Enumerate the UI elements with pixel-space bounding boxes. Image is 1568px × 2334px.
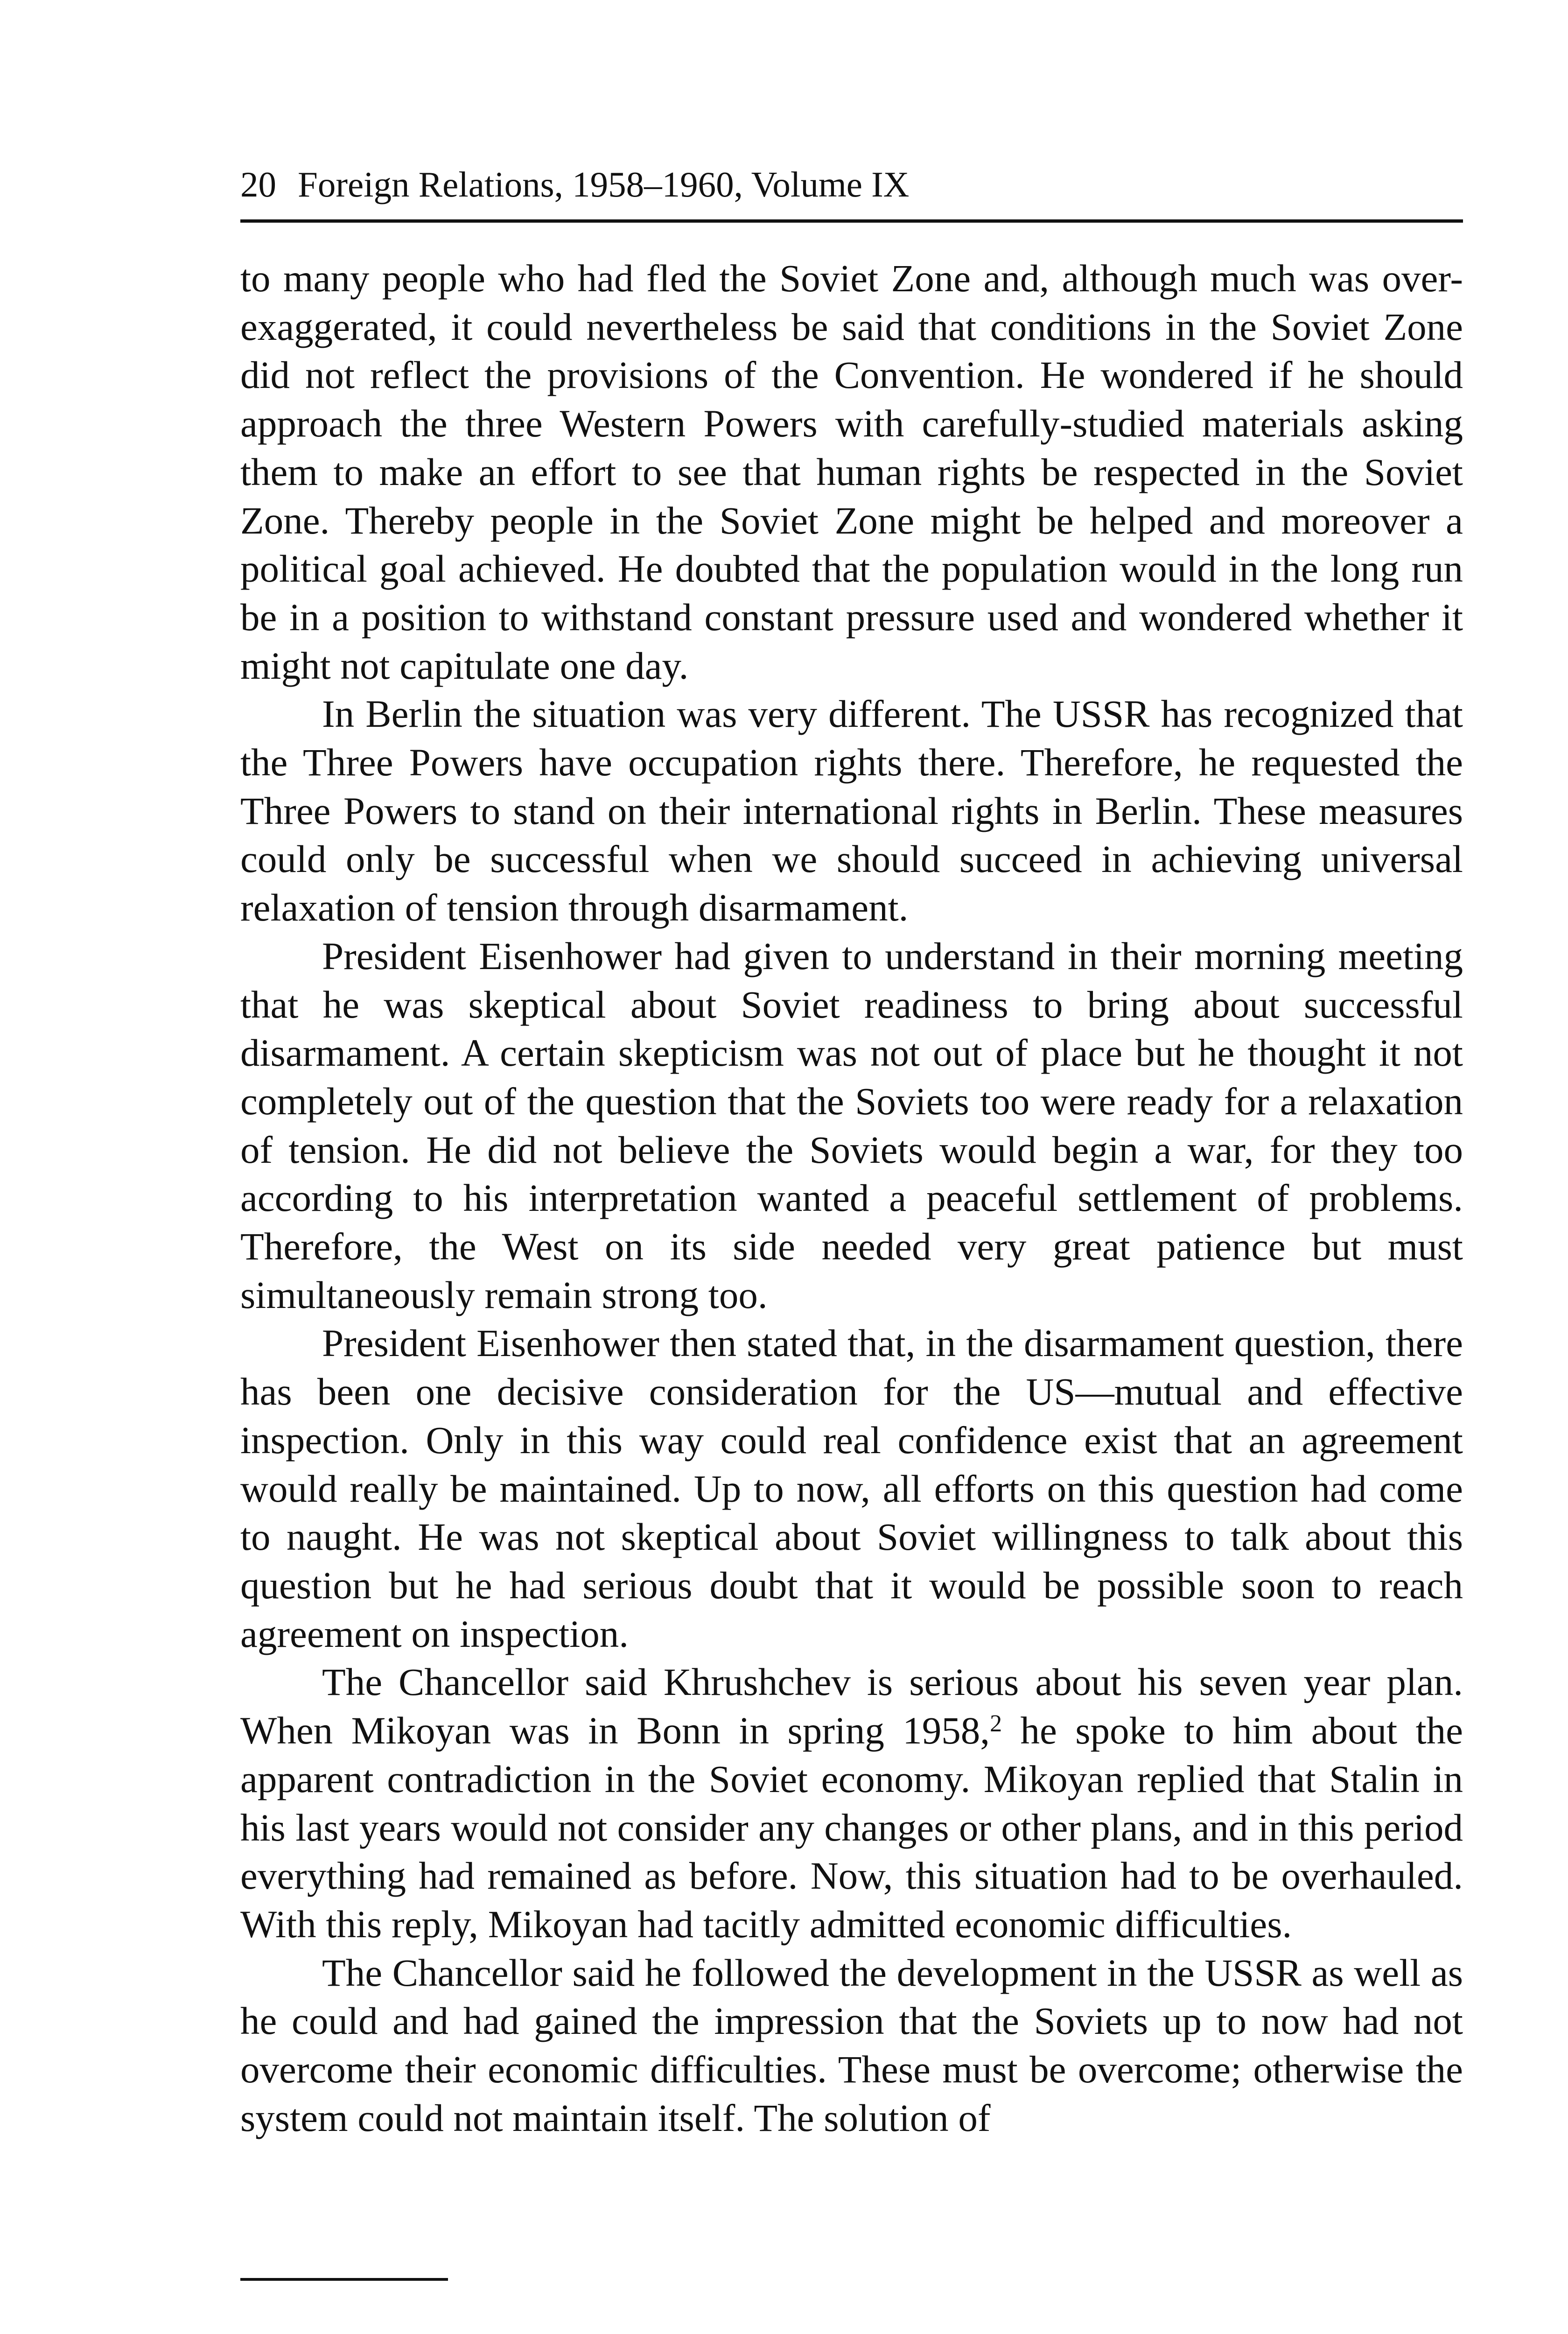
page-number: 20	[240, 164, 276, 204]
paragraph: President Eisenhower had given to understand in their morning meeting that he was skeptical about Soviet readiness to bring about successful disarmament. A certain skepticism was not out of place but he thought it not completely out of the question that the Soviets too were ready for a relaxation of tension. He did not believe the Soviets would begin a war, for they too according to his interpretation wanted a peaceful settlement of problems. Therefore, the West on its side needed very great patience but must simultaneously remain strong too.	[240, 934, 1463, 1316]
running-head-title: Foreign Relations, 1958–1960, Volume IX	[298, 164, 910, 204]
body-text	[240, 254, 1463, 2142]
header-rule	[240, 219, 1463, 223]
paragraph	[240, 1658, 1463, 1948]
footnote-rule	[240, 2278, 448, 2281]
paragraph: In Berlin the situation was very different. The USSR has recognized that the Three Powers have occupation rights there. Therefore, he requested the Three Powers to stand on their international rights in Berlin. These measures could only be successful when we should succeed in achieving universal relaxation of tension through disarmament.	[240, 692, 1463, 929]
paragraph: The Chancellor said he followed the development in the USSR as well as he could and had gained the impression that the Soviets up to now had not overcome their economic difficulties. These must be overcome; otherwise the system could not maintain itself. The solution of	[240, 1951, 1463, 2139]
paragraph-text: he spoke to him about the apparent contradiction in the Soviet economy. Mikoyan replied that Stalin in his last years would not consider any changes or other plans, and in this period everything had remained as before. Now, this situation had to be overhauled. With this reply, Mikoyan had tacitly admitted economic difficulties.	[240, 1709, 1463, 1946]
footnote-reference[interactable]: 2	[990, 1710, 1002, 1737]
paragraph: to many people who had fled the Soviet Zone and, although much was over-exaggerated, it could nevertheless be said that conditions in the Soviet Zone did not reflect the provisions of the Convention. He wondered if he should approach the three Western Powers with carefully-studied materials asking them to make an effort to see that human rights be respected in the Soviet Zone. Thereby people in the Soviet Zone might be helped and moreover a political goal achieved. He doubted that the population would in the long run be in a position to withstand constant pressure used and wondered whether it might not capitulate one day.	[240, 257, 1463, 687]
paragraph: President Eisenhower then stated that, in the disarmament question, there has been one decisive consideration for the US—mutual and effective inspection. Only in this way could real confidence exist that an agreement would really be maintained. Up to now, all efforts on this question had come to naught. He was not skeptical about Soviet willingness to talk about this question but he had serious doubt that it would be possible soon to reach agreement on inspection.	[240, 1322, 1463, 1655]
paragraph-text: The Chancellor said Khrushchev is serious about his seven year plan. When Mikoyan was in Bonn in spring 1958,	[240, 1660, 1463, 1752]
running-head	[240, 161, 1463, 208]
